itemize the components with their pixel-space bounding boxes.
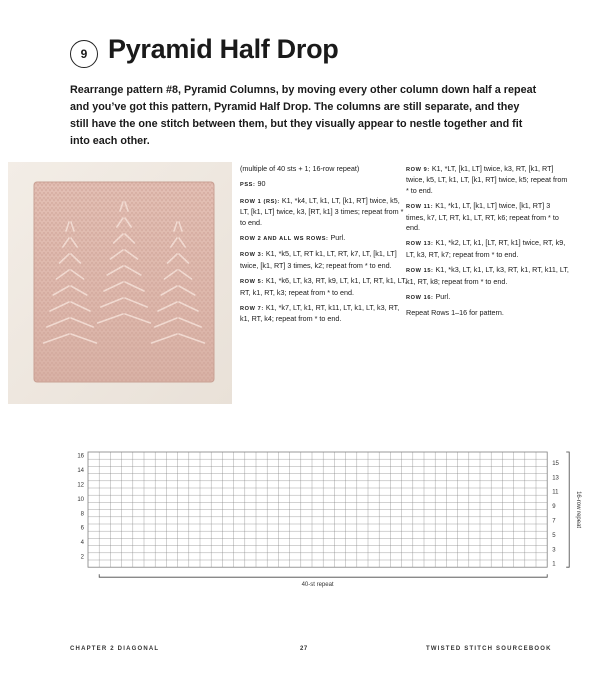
row-instruction: ROW 9: K1, *LT, [k1, LT] twice, k3, RT, [k1, RT] twice, k5, LT, k1, LT, [k1, RT] twice, k5; repeat from * to end. bbox=[406, 164, 568, 195]
row-instruction: ROW 7: K1, *k7, LT, k1, RT, k11, LT, k1, LT, k3, RT, k1, RT, k4; repeat from * to end. bbox=[240, 303, 400, 324]
row-instruction: ROW 11: K1, *k1, LT, [k1, LT] twice, [k1, RT] 3 times, k7, LT, RT, k1, LT, RT, k6; repeat from * to end. bbox=[406, 201, 559, 233]
row-instruction: ROW 15: K1, *k3, LT, k1, LT, k3, RT, k1, RT, k11, LT, k1, RT, k8; repeat from * to end. bbox=[406, 265, 569, 286]
swatch-photo bbox=[8, 162, 232, 404]
row-label-left: 10 bbox=[77, 496, 84, 503]
page-number: 27 bbox=[300, 646, 308, 652]
repeat-bracket bbox=[99, 574, 547, 577]
intro-paragraph: Rearrange pattern #8, Pyramid Columns, by moving every other column down half a repeat and you’ve got this pattern, Pyramid Half Drop. The columns are still separate, and they still have the one stitch between them, but they visually appear to nestle together and fit into each other. bbox=[70, 84, 537, 147]
repeat-note: Repeat Rows 1–16 for pattern. bbox=[406, 308, 504, 318]
multiple-note: (multiple of 40 sts + 1; 16-row repeat) bbox=[240, 164, 360, 173]
row-instruction: ROW 1 (RS): K1, *k4, LT, k1, LT, [k1, RT] twice, k5, LT, [k1, LT] twice, k3, [RT, k1] 3 times; repeat from * to end. bbox=[240, 195, 404, 227]
row-label-right: 13 bbox=[552, 475, 559, 482]
row-repeat-bracket bbox=[566, 452, 569, 567]
row-instruction: ROW 16: Purl. bbox=[406, 292, 451, 302]
row-label-left: 4 bbox=[80, 540, 84, 547]
row-instruction: ROW 5: K1, *k6, LT, k3, RT, k9, LT, k1, LT, RT, k1, LT, RT, k1, RT, k3; repeat from * to end. bbox=[240, 276, 407, 297]
row-instruction: ROW 2 AND ALL WS ROWS: Purl. bbox=[240, 233, 346, 243]
instructions-column-1 bbox=[240, 164, 408, 330]
pss-line bbox=[240, 179, 408, 190]
footer-chapter: CHAPTER 2 DIAGONAL bbox=[70, 646, 160, 652]
row-label-right: 1 bbox=[552, 561, 556, 568]
stitch-chart bbox=[60, 448, 590, 598]
instructions-column-2 bbox=[406, 164, 570, 324]
row-label-left: 6 bbox=[80, 525, 84, 532]
row-label-left: 8 bbox=[80, 511, 84, 518]
row-label-right: 5 bbox=[552, 532, 556, 539]
pattern-number: 9 bbox=[70, 40, 98, 68]
row-label-right: 7 bbox=[552, 518, 556, 525]
row-label-left: 14 bbox=[77, 468, 84, 475]
row-label-right: 11 bbox=[552, 489, 559, 496]
row-label-left: 2 bbox=[80, 554, 84, 561]
row-instruction: ROW 13: K1, *k2, LT, k1, [LT, RT, k1] twice, RT, k9, LT, k3, RT, k7; repeat from * to end. bbox=[406, 238, 566, 259]
row-label-right: 15 bbox=[552, 460, 559, 467]
row-instruction: ROW 3: K1, *k5, LT, RT k1, LT, RT, k7, LT, [k1, LT] twice, [k1, RT] 3 times, k2; repeat from * to end. bbox=[240, 249, 397, 270]
pss-label: PSS: bbox=[240, 182, 256, 189]
pss-value: 90 bbox=[257, 179, 266, 189]
footer-book-title: TWISTED STITCH SOURCEBOOK bbox=[426, 646, 552, 652]
row-repeat-label: 16-row repeat bbox=[575, 491, 582, 529]
row-label-right: 3 bbox=[552, 547, 556, 554]
row-label-right: 9 bbox=[552, 504, 556, 511]
row-label-left: 12 bbox=[77, 482, 84, 489]
row-label-left: 16 bbox=[77, 453, 84, 460]
page-title: Pyramid Half Drop bbox=[108, 34, 339, 64]
repeat-label: 40-st repeat bbox=[301, 582, 334, 589]
